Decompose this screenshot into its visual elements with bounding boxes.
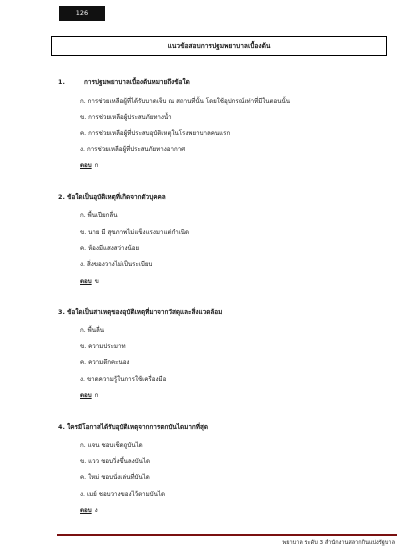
question-number: 4. xyxy=(58,423,65,431)
question-text: ข้อใดเป็นสาเหตุของอุบัติเหตุที่มาจากวัสดุและสิ่งแวดล้อม xyxy=(67,308,223,316)
question-2 xyxy=(58,192,166,202)
answer-label: ตอบ xyxy=(80,278,92,285)
option-2b: ข. นาย มี สุขภาพไม่แข็งแรงมาแต่กำเนิด xyxy=(80,229,190,236)
question-3 xyxy=(58,307,222,317)
answer-value: ก xyxy=(94,392,99,399)
option-3b: ข. ความประมาท xyxy=(80,343,126,350)
question-number: 3. xyxy=(58,308,65,316)
answer-label: ตอบ xyxy=(80,392,92,399)
option-2c: ค. ห้องมีแสงสว่างน้อย xyxy=(80,245,140,252)
option-1c: ค. การช่วยเหลือผู้ที่ประสบอุบัติเหตุในโรงพยาบาลคนแรก xyxy=(80,130,231,137)
answer-2 xyxy=(80,276,99,286)
question-text: ใครมีโอกาสได้รับอุบัติเหตุจากการตกบันไดมากที่สุด xyxy=(67,423,209,431)
page-number: 126 xyxy=(59,6,105,21)
question-text: ข้อใดเป็นอุบัติเหตุที่เกิดจากตัวบุคคล xyxy=(67,193,166,201)
answer-1 xyxy=(80,160,98,170)
question-number: 2. xyxy=(58,193,65,201)
page-title: แนวข้อสอบการปฐมพยาบาลเบื้องต้น xyxy=(51,36,387,56)
answer-label: ตอบ xyxy=(80,162,92,169)
question-4 xyxy=(58,422,208,432)
option-4a: ก. แจน ชอบเช็ดถูบันได xyxy=(80,442,143,449)
option-1d: ง. การช่วยเหลือผู้ที่ประสบภัยทางอากาศ xyxy=(80,146,186,153)
option-1a: ก. การช่วยเหลือผู้ที่ได้รับบาดเจ็บ ณ สถานที่นั้น โดยใช้อุปกรณ์เท่าที่มีในตอนนั้น xyxy=(80,98,290,105)
footer-rule xyxy=(57,534,397,536)
answer-value: ข xyxy=(94,278,99,285)
option-4d: ง. เมย์ ชอบวางของไว้ตามบันได xyxy=(80,491,165,498)
question-number: 1. xyxy=(58,78,65,86)
option-3c: ค. ความตึกคะนอง xyxy=(80,359,130,366)
answer-3 xyxy=(80,390,98,400)
answer-label: ตอบ xyxy=(80,507,92,514)
option-4c: ค. ใหม่ ชอบนั่งเล่นที่บันได xyxy=(80,474,150,481)
footer-text: พยาบาล ระดับ 3 สำนักงานสลากกินแบ่งรัฐบาล xyxy=(282,540,395,546)
option-2a: ก. พื้นเปียกลื่น xyxy=(80,212,118,219)
option-4b: ข. แวว ชอบวิ่งขึ้นลงบันได xyxy=(80,458,150,465)
option-3d: ง. ขาดความรู้ในการใช้เครื่องมือ xyxy=(80,376,167,383)
option-3a: ก. พื้นลื่น xyxy=(80,327,105,334)
answer-value: ง xyxy=(94,507,98,514)
question-text: การปฐมพยาบาลเบื้องต้นหมายถึงข้อใด xyxy=(84,78,190,86)
option-2d: ง. สิ่งของวางไม่เป็นระเบียบ xyxy=(80,261,153,268)
question-1 xyxy=(58,77,190,87)
answer-4 xyxy=(80,505,98,515)
answer-value: ก xyxy=(94,162,99,169)
option-1b: ข. การช่วยเหลือผู้ประสบภัยทางน้ำ xyxy=(80,114,172,121)
